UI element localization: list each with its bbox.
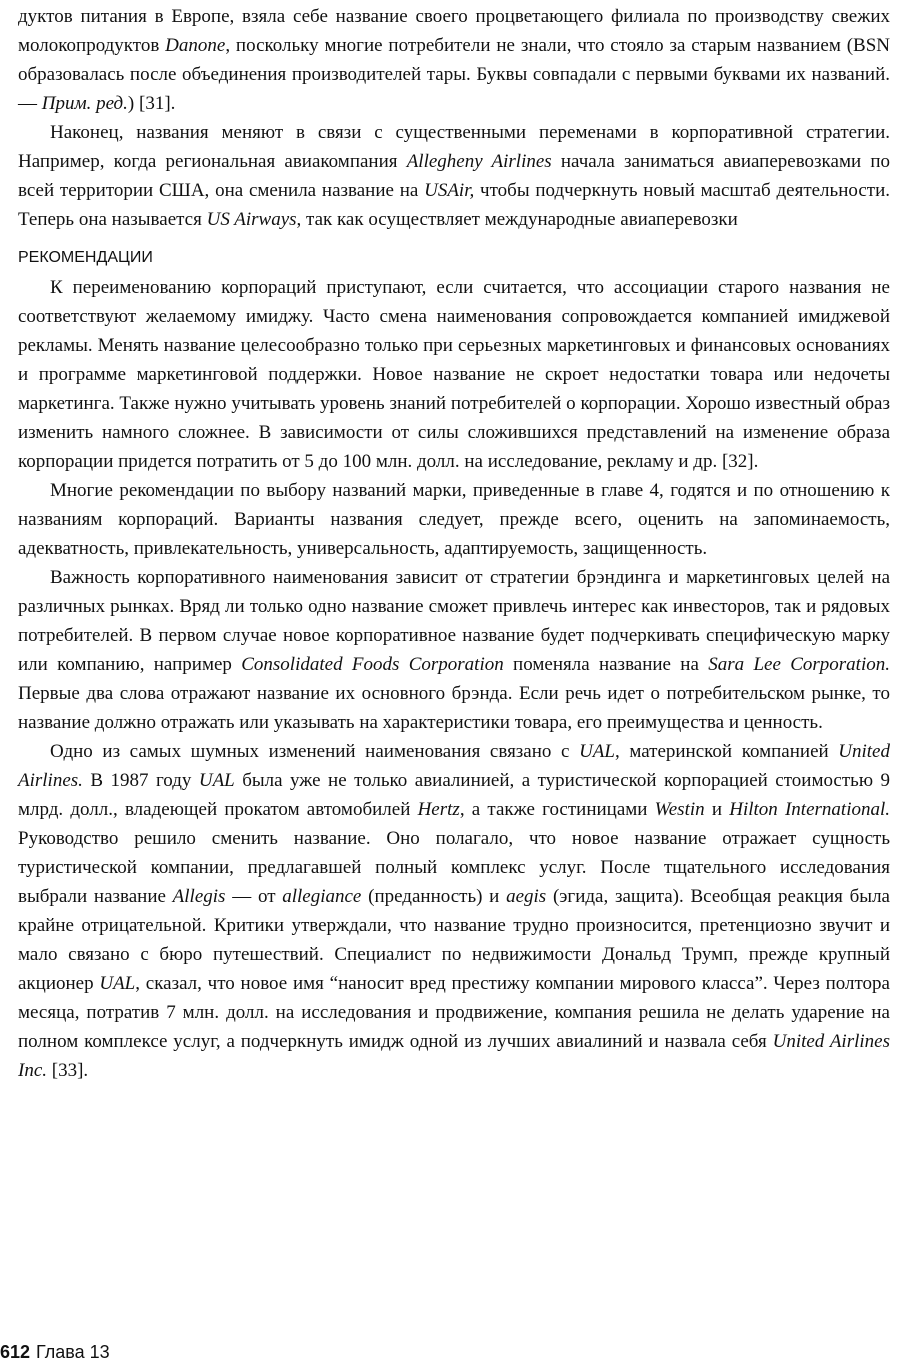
- text: , а также гостиницами: [459, 799, 655, 820]
- text: дуктов питания в Европе, взяла себе название своего процветающего филиала по производству свежих молокопродуктов: [18, 6, 890, 56]
- text: , материнской компанией: [614, 741, 839, 762]
- emphasis: Westin: [654, 799, 705, 820]
- paragraph-continued: [18, 2, 890, 118]
- text: (преданность) и: [361, 886, 507, 907]
- paragraph-renaming: К переименованию корпораций приступают, если считается, что ассоциации старого названия не соответствуют желаемому имиджу. Часто смена наименования сопровождается компанией имиджевой рекламы. Менять название целесообразно только при серьезных маркетинговых и финансовых основаниях и программе маркетинговой поддержки. Новое название не скроет недостатки товара или недочеты маркетинга. Также нужно учитывать уровень знаний потребителей о корпорации. Хорошо известный образ изменить намного сложнее. В зависимости от силы сложившихся представлений на изменение образа корпорации придется потратить от 5 до 100 млн. долл. на исследование, рекламу и др. [32].: [18, 277, 890, 472]
- emphasis: Прим. ред.: [41, 93, 128, 114]
- text: — от: [225, 886, 283, 907]
- text: Руководство решило сменить название. Оно полагало, что новое название отражает сущность туристической компании, предлагавшей полный комплекс услуг. После тщательного исследования выбрали название: [18, 828, 890, 907]
- page-footer: [0, 1340, 110, 1364]
- paragraph-strategy-change: [18, 118, 890, 234]
- emphasis: Danone: [165, 35, 226, 56]
- text: была уже не только авиалинией, а туристической корпорацией стоимостью 9 млрд. долл., владеющей прокатом автомобилей: [18, 770, 890, 820]
- text: Наконец, названия меняют в связи с существенными переменами в корпоративной стратегии. Например, когда региональная авиакомпания: [18, 122, 890, 172]
- emphasis: United Airlines.: [18, 741, 890, 791]
- text: [33].: [47, 1060, 89, 1081]
- emphasis: Hertz: [417, 799, 460, 820]
- text: Одно из самых шумных изменений наименования связано с: [50, 741, 580, 762]
- text: Первые два слова отражают название их основного брэнда. Если речь идет о потребительском рынке, то название должно отражать или указывать на характеристики товара, его преимущества и ценность.: [18, 683, 890, 733]
- page-body: [18, 2, 890, 1085]
- emphasis: UAL: [579, 741, 615, 762]
- emphasis: Sara Lee Corporation.: [708, 654, 890, 675]
- text: , поскольку многие потребители не знали, что стояло за старым названием (BSN образовалась после объединения производителей тары. Буквы совпадали с первыми буквами их названий. —: [18, 35, 891, 114]
- text: , сказал, что новое имя “наносит вред престижу компании мирового класса”. Через полтора месяца, потратив 7 млн. долл. на исследования и продвижение, компания решила не делать ударение на полном комплексе услуг, а подчеркнуть имидж одной из лучших авиалиний и назвала себя: [18, 973, 890, 1052]
- page-number: 612: [0, 1342, 31, 1362]
- emphasis: USAir,: [424, 180, 475, 201]
- emphasis: UAL: [99, 973, 136, 994]
- text: ) [31].: [127, 93, 176, 114]
- text: (эгида, защита). Всеобщая реакция была крайне отрицательной. Критики утверждали, что название трудно произносится, претенциозно звучит и мало связано с бюро путешествий. Специалист по недвижимости Дональд Трумп, прежде крупный акционер: [18, 886, 890, 994]
- emphasis: Consolidated Foods Corporation: [241, 654, 504, 675]
- text: поменяла название на: [503, 654, 709, 675]
- emphasis: US Airways: [206, 209, 297, 230]
- paragraph-recommendations: Многие рекомендации по выбору названий марки, приведенные в главе 4, годятся и по отношению к названиям корпораций. Варианты названия следует, прежде всего, оценить на запоминаемость, адекватность, привлекательность, универсальность, адаптируемость, защищенность.: [18, 480, 890, 559]
- text: и: [704, 799, 730, 820]
- text: , так как осуществляет международные авиаперевозки: [296, 209, 738, 230]
- emphasis: allegiance: [282, 886, 362, 907]
- text: Важность корпоративного наименования зависит от стратегии брэндинга и маркетинговых целей на различных рынках. Вряд ли только одно название сможет привлечь интерес как инвесторов, так и рядовых потребителей. В первом случае новое корпоративное название будет подчеркивать специфическую марку или компанию, например: [18, 567, 890, 675]
- emphasis: UAL: [198, 770, 235, 791]
- emphasis: Hilton International.: [729, 799, 891, 820]
- paragraph-importance: [18, 563, 890, 737]
- emphasis: Allegis: [172, 886, 226, 907]
- text: чтобы подчеркнуть новый масштаб деятельности. Теперь она называется: [18, 180, 890, 230]
- chapter-label: Глава 13: [36, 1342, 110, 1362]
- text: В 1987 году: [82, 770, 199, 791]
- emphasis: aegis: [506, 886, 547, 907]
- emphasis: United Airlines Inc.: [18, 1031, 890, 1081]
- text: начала заниматься авиаперевозками по всей территории США, она сменила название на: [18, 151, 890, 201]
- section-heading: РЕКОМЕНДАЦИИ: [18, 249, 153, 266]
- emphasis: Allegheny Airlines: [406, 151, 552, 172]
- paragraph-ual-example: [18, 737, 890, 1085]
